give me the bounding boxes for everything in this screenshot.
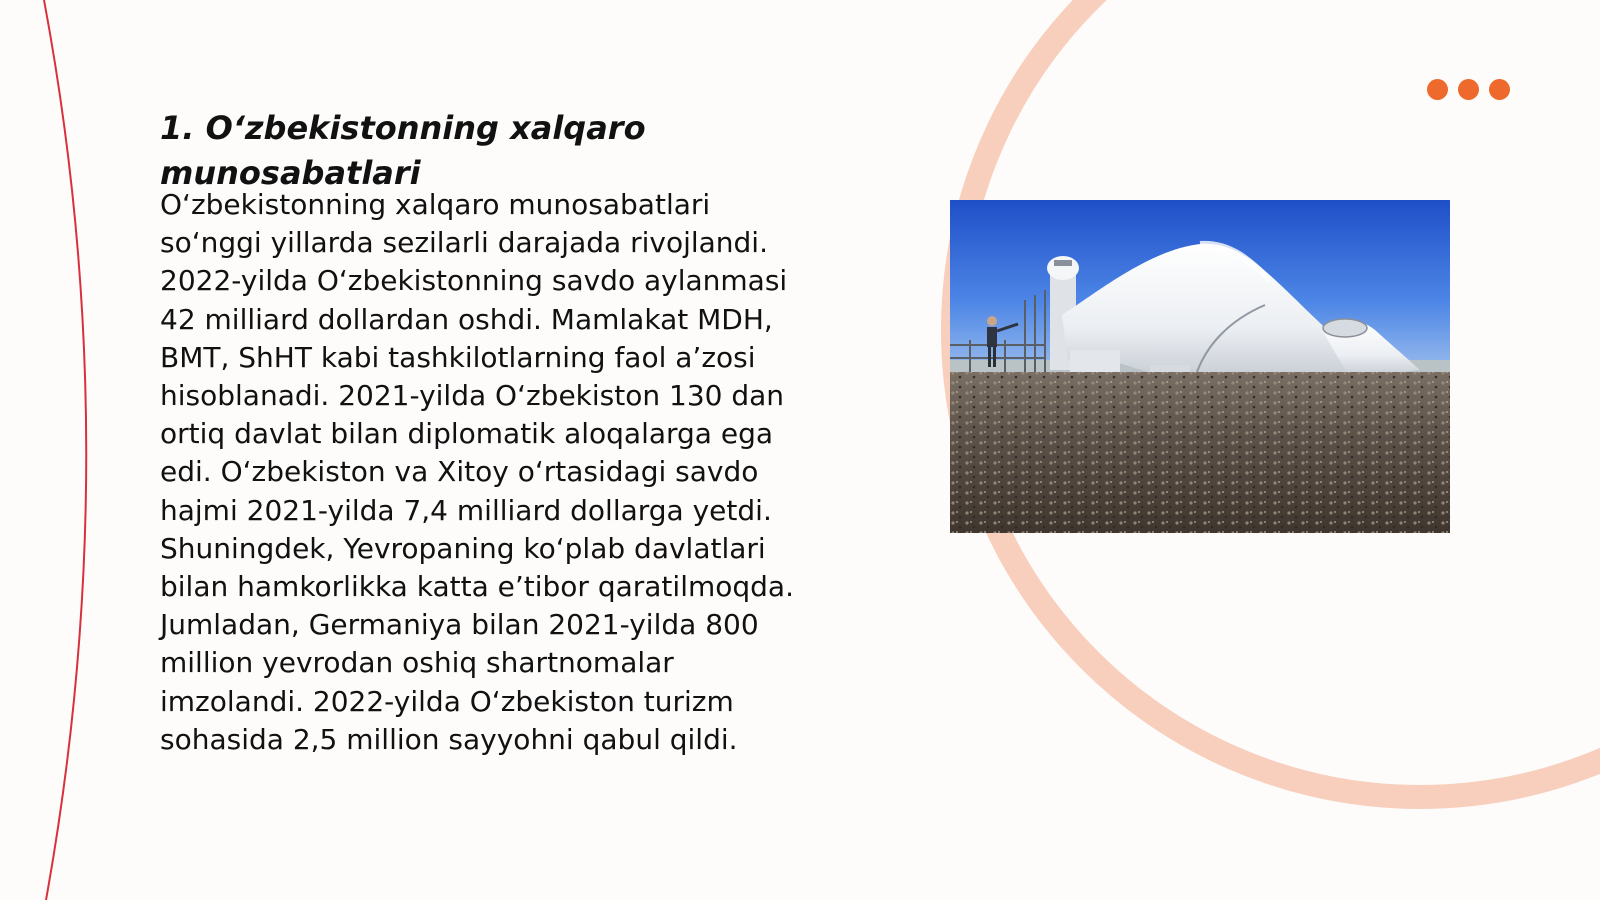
person-figure bbox=[987, 327, 997, 347]
pipeline-photo bbox=[950, 200, 1450, 533]
dot-3 bbox=[1489, 79, 1510, 100]
left-accent-curve bbox=[44, 0, 86, 900]
slide-title: 1. O‘zbekistonning xalqaro munosabatlari bbox=[160, 109, 646, 192]
dot-1 bbox=[1427, 79, 1448, 100]
dots-menu-icon bbox=[1427, 79, 1511, 101]
dot-2 bbox=[1458, 79, 1479, 100]
slide-body-text: O‘zbekistonning xalqaro munosabatlari so‘nggi yillarda sezilarli darajada rivojlandi. 2022-yilda O‘zbekistonning savdo aylanmasi 42 milliard dollardan oshdi. Mamlakat MDH, BMT, ShHT kabi tashkilotlarning faol a’zosi hisoblanadi. 2021-yilda O‘zbekiston 130 dan ortiq davlat bilan diplomatik aloqalarga ega edi. O‘zbekiston va Xitoy o‘rtasidagi savdo hajmi 2021-yilda 7,4 milliard dollarga yetdi. Shuningdek, Yevropaning ko‘plab davlatlari bilan hamkorlikka katta e’tibor qaratilmoqda. Jumladan, Germaniya bilan 2021-yilda 800 million yevrodan oshiq shartnomalar imzolandi. 2022-yilda O‘zbekiston turizm sohasida 2,5 million sayyohni qabul qildi. bbox=[160, 188, 794, 756]
